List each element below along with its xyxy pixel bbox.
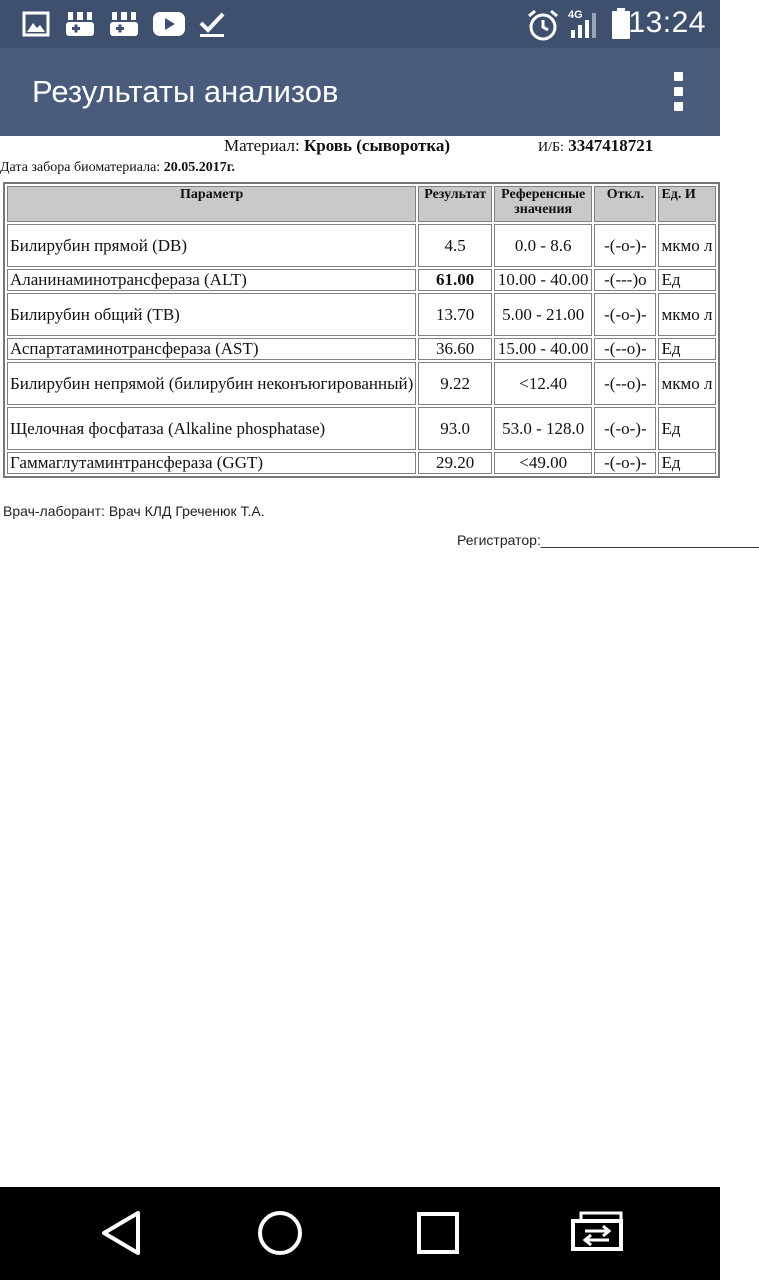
reference-cell: 0.0 - 8.6 <box>494 224 592 267</box>
unit-cell: Ед <box>658 269 716 291</box>
table-row <box>7 407 716 450</box>
ib-value: 3347418721 <box>568 136 654 155</box>
unit-cell: Ед <box>658 407 716 450</box>
material-line <box>224 136 450 156</box>
deviation-cell: -(--о)- <box>594 338 656 360</box>
param-cell: Щелочная фосфатаза (Alkaline phosphatase) <box>7 407 416 450</box>
page-title: Результаты анализов <box>32 74 339 109</box>
ib-label: И/Б: <box>538 140 564 155</box>
result-cell: 36.60 <box>418 338 492 360</box>
signal-icon <box>570 12 600 38</box>
deviation-cell: -(-о-)- <box>594 224 656 267</box>
result-cell: 29.20 <box>418 452 492 474</box>
app-bar <box>0 48 720 136</box>
param-cell: Билирубин непрямой (билирубин неконъюгированный) <box>7 362 416 405</box>
param-cell: Аланинаминотрансфераза (ALT) <box>7 269 416 291</box>
reference-cell: <49.00 <box>494 452 592 474</box>
ib-line <box>538 136 653 156</box>
table-row <box>7 269 716 291</box>
deviation-cell: -(--о)- <box>594 362 656 405</box>
unit-cell: Ед <box>658 338 716 360</box>
deviation-cell: -(---)о <box>594 269 656 291</box>
deviation-cell: -(-о-)- <box>594 293 656 336</box>
network-type-label: 4G <box>568 9 583 21</box>
clock: 13:24 <box>628 6 706 39</box>
unit-cell: мкмо л <box>658 224 716 267</box>
result-cell: 9.22 <box>418 362 492 405</box>
deviation-cell: -(-о-)- <box>594 452 656 474</box>
registrar-line: Регистратор:____________________________ <box>457 532 759 548</box>
more-vert-icon[interactable] <box>666 72 690 112</box>
column-header: Референсные значения <box>494 186 592 222</box>
back-icon[interactable] <box>96 1207 156 1259</box>
game-icon <box>64 10 96 38</box>
unit-cell: Ед <box>658 452 716 474</box>
reference-cell: 53.0 - 128.0 <box>494 407 592 450</box>
date-line <box>0 160 235 176</box>
param-cell: Гаммаглутаминтрансфераза (GGT) <box>7 452 416 474</box>
unit-cell: мкмо л <box>658 293 716 336</box>
unit-cell: мкмо л <box>658 362 716 405</box>
column-header: Ед. И <box>658 186 716 222</box>
report-document <box>0 136 759 1186</box>
param-cell: Аспартатаминотрансфераза (AST) <box>7 338 416 360</box>
table-row <box>7 293 716 336</box>
column-header: Откл. <box>594 186 656 222</box>
material-value: Кровь (сыворотка) <box>303 136 451 155</box>
recents-icon[interactable] <box>408 1207 468 1259</box>
results-table <box>3 182 720 478</box>
result-cell: 93.0 <box>418 407 492 450</box>
material-label: Материал: <box>224 136 300 155</box>
result-cell: 61.00 <box>418 269 492 291</box>
table-row <box>7 452 716 474</box>
game-icon <box>108 10 140 38</box>
date-value: 20.05.2017г. <box>163 160 235 175</box>
home-icon[interactable] <box>250 1207 310 1259</box>
table-row <box>7 224 716 267</box>
reference-cell: <12.40 <box>494 362 592 405</box>
status-bar <box>0 0 720 48</box>
gallery-icon <box>22 11 50 37</box>
table-row <box>7 362 716 405</box>
table-row <box>7 338 716 360</box>
doctor-signature-line: Врач-лаборант: Врач КЛД Греченюк Т.А. <box>3 503 265 519</box>
result-cell: 4.5 <box>418 224 492 267</box>
column-header: Результат <box>418 186 492 222</box>
result-cell: 13.70 <box>418 293 492 336</box>
alarm-icon <box>526 8 560 42</box>
table-header-row <box>7 186 716 222</box>
download-done-icon <box>198 9 226 39</box>
param-cell: Билирубин прямой (DB) <box>7 224 416 267</box>
switch-app-icon[interactable] <box>567 1207 627 1259</box>
youtube-icon <box>152 11 186 37</box>
date-label: Дата забора биоматериала: <box>0 160 161 175</box>
deviation-cell: -(-о-)- <box>594 407 656 450</box>
navigation-bar <box>0 1187 720 1280</box>
reference-cell: 5.00 - 21.00 <box>494 293 592 336</box>
column-header: Параметр <box>7 186 416 222</box>
param-cell: Билирубин общий (ТВ) <box>7 293 416 336</box>
reference-cell: 10.00 - 40.00 <box>494 269 592 291</box>
reference-cell: 15.00 - 40.00 <box>494 338 592 360</box>
